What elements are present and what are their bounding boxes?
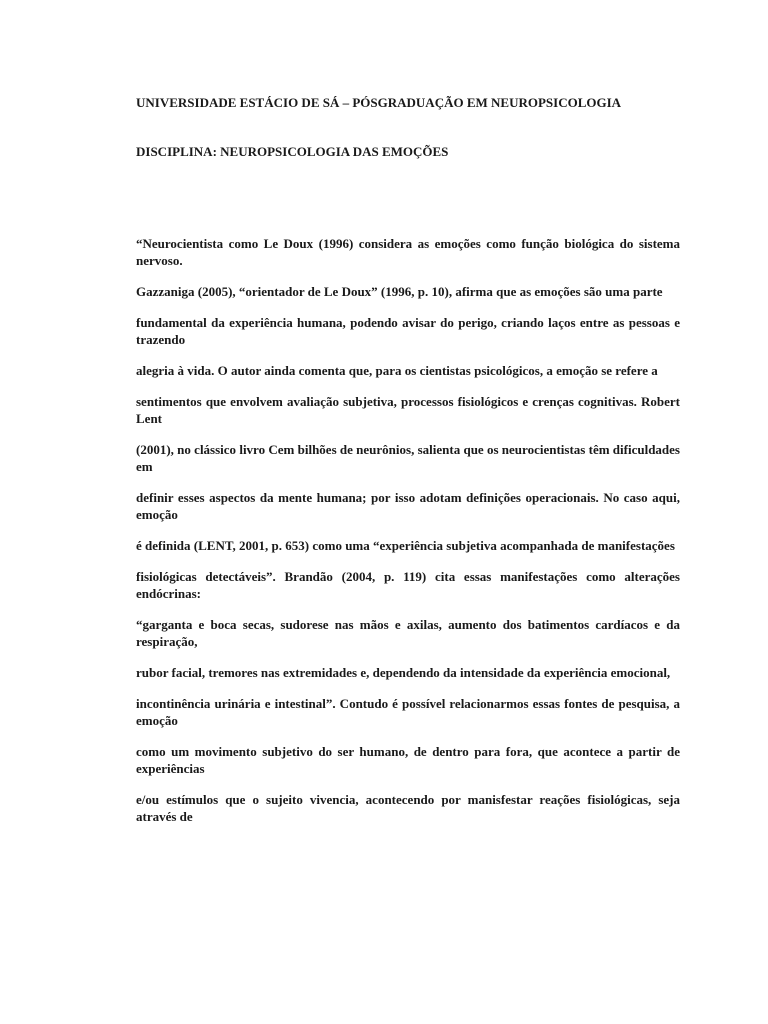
- paragraph: alegria à vida. O autor ainda comenta que, para os cientistas psicológicos, a emoção se refere a: [136, 363, 658, 378]
- paragraph: e/ou estímulos que o sujeito vivencia, acontecendo por manisfestar reações fisiológicas, seja através de: [136, 792, 680, 824]
- institution-title: UNIVERSIDADE ESTÁCIO DE SÁ – PÓSGRADUAÇÃO EM NEUROPSICOLOGIA: [136, 95, 622, 110]
- paragraph: Gazzaniga (2005), “orientador de Le Doux” (1996, p. 10), afirma que as emoções são uma parte: [136, 284, 663, 299]
- paragraph: fisiológicas detectáveis”. Brandão (2004, p. 119) cita essas manifestações como alterações endócrinas:: [136, 569, 680, 601]
- paragraph: sentimentos que envolvem avaliação subjetiva, processos fisiológicos e crenças cognitivas. Robert Lent: [136, 394, 680, 426]
- paragraph: é definida (LENT, 2001, p. 653) como uma “experiência subjetiva acompanhada de manifestações: [136, 538, 675, 553]
- paragraph: fundamental da experiência humana, podendo avisar do perigo, criando laços entre as pessoas e trazendo: [136, 315, 680, 347]
- paragraph: definir esses aspectos da mente humana; por isso adotam definições operacionais. No caso aqui, emoção: [136, 490, 680, 522]
- discipline-heading: DISCIPLINA: NEUROPSICOLOGIA DAS EMOÇÕES: [136, 144, 449, 159]
- paragraph: rubor facial, tremores nas extremidades e, dependendo da intensidade da experiência emocional,: [136, 665, 671, 680]
- paragraph: incontinência urinária e intestinal”. Contudo é possível relacionarmos essas fontes de pesquisa, a emoção: [136, 696, 680, 728]
- paragraph: “garganta e boca secas, sudorese nas mãos e axilas, aumento dos batimentos cardíacos e da respiração,: [136, 617, 680, 649]
- paragraph: (2001), no clássico livro Cem bilhões de neurônios, salienta que os neurocientistas têm dificuldades em: [136, 442, 680, 474]
- paragraph: como um movimento subjetivo do ser humano, de dentro para fora, que acontece a partir de experiências: [136, 744, 680, 776]
- paragraph: “Neurocientista como Le Doux (1996) considera as emoções como função biológica do sistema nervoso.: [136, 236, 680, 268]
- body-text: [136, 235, 680, 839]
